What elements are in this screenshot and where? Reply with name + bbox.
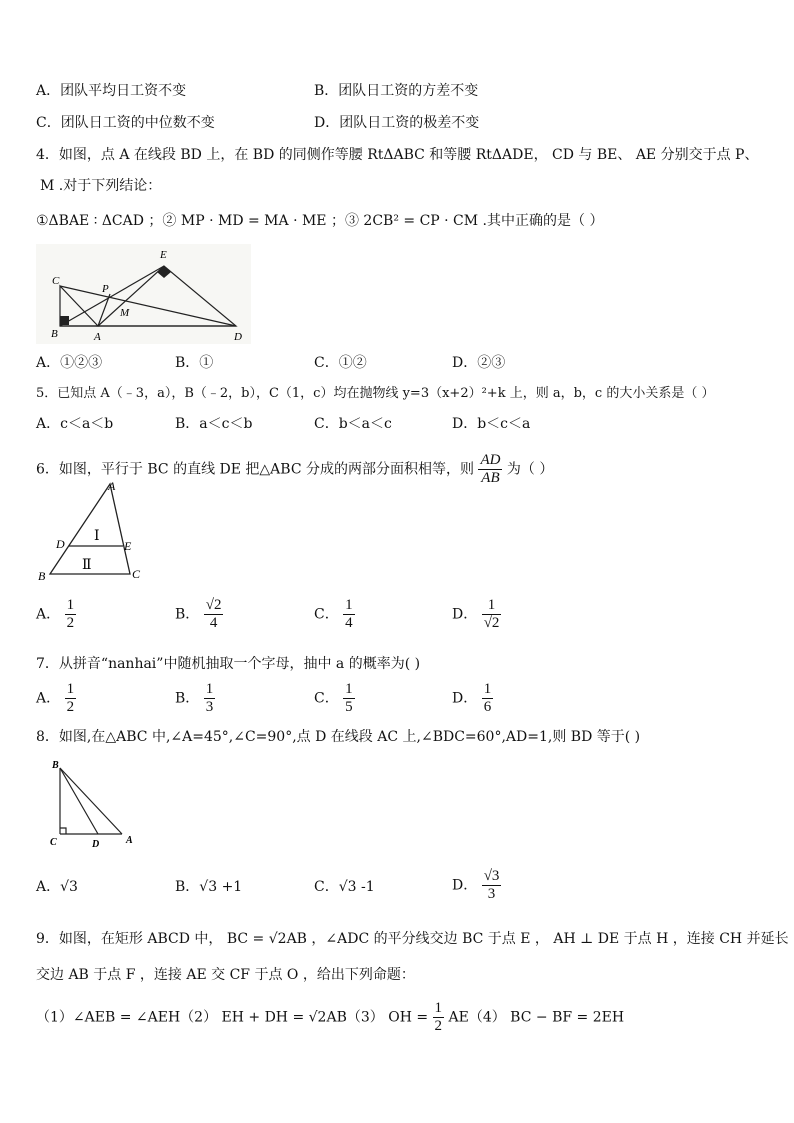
q4-label-c: C (52, 275, 60, 287)
q4-label-e: E (160, 249, 167, 261)
q6-option-d-den: √2 (483, 615, 500, 631)
q8-option-d-num: √3 (483, 868, 500, 884)
q4-option-a: A．①②③ (36, 355, 103, 371)
q6-option-d-num: 1 (482, 597, 502, 615)
q6-option-c-num: 1 (345, 597, 353, 613)
q6-region-1: Ⅰ (94, 528, 100, 544)
q6-option-a-num: 1 (66, 597, 75, 613)
q8-figure (44, 756, 144, 850)
q6-fraction-num: AD (480, 452, 501, 468)
q8-stem: 8．如图,在△ABC 中,∠A=45°,∠C=90°,点 D 在线段 AC 上,∠BDC=60°,AD=1,则 BD 等于( ) (36, 729, 641, 745)
q3-option-a: A．团队平均日工资不变 (36, 83, 187, 99)
q6-label-c: C (132, 567, 141, 581)
q7-option-b (175, 681, 215, 716)
q6-option-c-label: C． (314, 606, 339, 623)
q9-propositions-a: （1）∠AEB = ∠AEH（2） EH + DH = √2AB（3） OH = (36, 1009, 429, 1026)
q6-fraction (478, 452, 502, 487)
q9-frac-den: 2 (434, 1018, 443, 1034)
q8-option-c: C．√3 -1 (314, 879, 375, 895)
q6-stem-tail: 为（ ） (506, 461, 554, 478)
q8-option-b: B．√3 +1 (175, 879, 243, 895)
q8-option-d (452, 868, 501, 903)
q7-stem: 7．从拼音“nanhai”中随机抽取一个字母，抽中 a 的概率为( ) (36, 656, 421, 672)
q4-stem-line2: M .对于下列结论： (40, 178, 162, 194)
q7-option-b-num: 1 (205, 681, 214, 697)
q4-label-m: M (120, 307, 130, 319)
q6-option-b (175, 597, 223, 632)
q3-option-b: B．团队日工资的方差不变 (314, 83, 479, 99)
q8-option-a: A．√3 (36, 879, 78, 895)
q7-option-a (36, 681, 76, 716)
q8-label-a: A (126, 835, 133, 846)
q6-label-e: E (124, 539, 132, 553)
q9-frac-num: 1 (434, 1000, 443, 1016)
q6-option-a (36, 597, 76, 632)
q4-label-a: A (94, 331, 101, 343)
q9-stem-line2: 交边 AB 于点 F ，连接 AE 交 CF 于点 O ，给出下列命题： (36, 967, 415, 983)
q5-option-a: A．c＜a＜b (36, 416, 114, 432)
q6-option-d-label: D． (452, 606, 478, 623)
q3-option-d: D．团队日工资的极差不变 (314, 115, 480, 131)
q5-option-d: D．b＜c＜a (452, 416, 531, 432)
q6-fraction-den: AB (481, 470, 500, 486)
q4-stem-line3: ①ΔBAE ∶ ΔCAD ；② MP · MD = MA · ME ；③ 2CB² = CP · CM .其中正确的是（ ） (36, 213, 604, 229)
q6-option-b-label: B． (175, 606, 200, 623)
q4-option-d: D．②③ (452, 355, 506, 371)
q9-propositions-b: AE（4） BC − BF = 2EH (448, 1009, 625, 1026)
q6-option-b-den: 4 (209, 615, 218, 631)
q7-option-d (452, 681, 493, 716)
q4-label-b: B (51, 328, 58, 340)
q6-option-b-num: √2 (205, 597, 222, 613)
q5-option-b: B．a＜c＜b (175, 416, 253, 432)
q8-label-b: B (52, 760, 59, 771)
q6-label-b: B (38, 569, 46, 583)
q4-label-p: P (102, 283, 109, 295)
q4-figure (36, 244, 251, 344)
q8-option-d-den: 3 (487, 886, 496, 902)
q7-option-d-den: 6 (483, 699, 492, 715)
q7-option-a-num: 1 (66, 681, 75, 697)
q4-label-d: D (234, 331, 242, 343)
q5-stem: 5．已知点 A（﹣3，a），B（﹣2，b），C（1，c）均在抛物线 y=3（x+2）²+k 上，则 a，b，c 的大小关系是（ ） (36, 386, 715, 401)
q4-option-c: C．①② (314, 355, 367, 371)
q3-option-c: C．团队日工资的中位数不变 (36, 115, 215, 131)
q8-label-d: D (92, 839, 100, 850)
q7-option-c-num: 1 (345, 681, 353, 697)
q8-label-c: C (50, 837, 57, 848)
q6-option-c-den: 4 (345, 615, 353, 631)
q6-option-a-label: A． (36, 606, 61, 623)
q5-option-c: C．b＜a＜c (314, 416, 392, 432)
q6-option-a-den: 2 (66, 615, 75, 631)
q6-option-c (314, 597, 355, 632)
q6-label-d: D (56, 537, 65, 551)
q7-option-b-label: B． (175, 690, 200, 707)
q7-option-d-num: 1 (483, 681, 492, 697)
q7-option-c (314, 681, 355, 716)
q7-option-c-den: 5 (345, 699, 353, 715)
q6-option-d (452, 597, 501, 632)
q6-stem-text: 6．如图，平行于 BC 的直线 DE 把△ABC 分成的两部分面积相等，则 (36, 461, 474, 478)
q6-region-2: Ⅱ (82, 557, 92, 573)
q7-option-a-den: 2 (66, 699, 75, 715)
q6-label-a: A (108, 479, 116, 493)
q9-stem-line1: 9．如图，在矩形 ABCD 中， BC = √2AB ，∠ADC 的平分线交边 BC 于点 E ， AH ⊥ DE 于点 H ，连接 CH 并延长 (36, 931, 789, 947)
q8-option-d-label: D． (452, 877, 478, 894)
q7-option-d-label: D． (452, 690, 478, 707)
q7-option-c-label: C． (314, 690, 339, 707)
q9-stem-line3 (36, 1000, 624, 1035)
q6-figure (36, 478, 156, 584)
q4-option-b: B．① (175, 355, 214, 371)
q7-option-a-label: A． (36, 690, 61, 707)
q4-stem-line1: 4．如图，点 A 在线段 BD 上，在 BD 的同侧作等腰 RtΔABC 和等腰 RtΔADE， CD 与 BE、 AE 分别交于点 P、 (36, 147, 759, 163)
q7-option-b-den: 3 (205, 699, 214, 715)
